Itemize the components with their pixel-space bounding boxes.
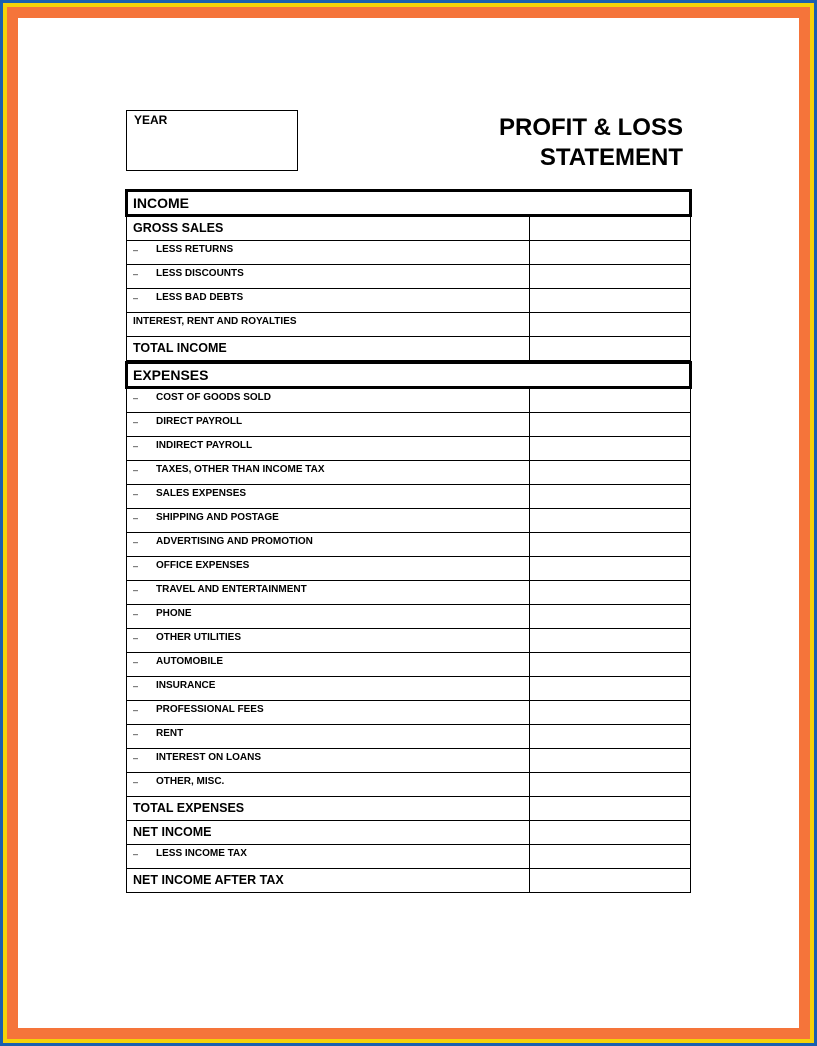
row-label xyxy=(127,581,530,604)
row-label xyxy=(127,289,530,312)
row-label: NET INCOME AFTER TAX xyxy=(127,869,530,892)
row-label xyxy=(127,605,530,628)
dash-marker: – xyxy=(133,393,139,403)
expense-value-cell[interactable] xyxy=(530,413,690,436)
less-discounts-value-cell[interactable] xyxy=(530,265,690,288)
expenses-section-header: EXPENSES xyxy=(125,361,692,389)
expense-value-cell[interactable] xyxy=(530,557,690,580)
row-label xyxy=(127,241,530,264)
table-row xyxy=(126,701,691,725)
table-row xyxy=(126,821,691,845)
row-label xyxy=(127,461,530,484)
dash-marker: – xyxy=(133,417,139,427)
dash-marker: – xyxy=(133,657,139,667)
title-line-2: STATEMENT xyxy=(539,144,683,171)
row-label-text: INSURANCE xyxy=(156,680,216,691)
row-label-text: ADVERTISING AND PROMOTION xyxy=(156,536,313,547)
expense-value-cell[interactable] xyxy=(530,749,690,772)
dash-marker: – xyxy=(133,293,139,303)
table-row xyxy=(126,265,691,289)
row-label xyxy=(127,557,530,580)
expense-value-cell[interactable] xyxy=(530,629,690,652)
row-label xyxy=(127,485,530,508)
expense-value-cell[interactable] xyxy=(530,701,690,724)
dash-marker: – xyxy=(133,465,139,475)
title-line-1: PROFIT & LOSS xyxy=(498,114,683,141)
row-label xyxy=(127,677,530,700)
expense-value-cell[interactable] xyxy=(530,485,690,508)
dash-marker: – xyxy=(133,777,139,787)
row-label-text: SHIPPING AND POSTAGE xyxy=(156,512,279,523)
table-row xyxy=(126,581,691,605)
expense-rows xyxy=(125,389,692,797)
row-label xyxy=(127,773,530,796)
dash-marker: – xyxy=(133,633,139,643)
total-expenses-value-cell[interactable] xyxy=(530,797,690,820)
row-label xyxy=(127,533,530,556)
table-row xyxy=(126,605,691,629)
table-row xyxy=(126,677,691,701)
row-label-text: INTEREST ON LOANS xyxy=(156,752,262,763)
dash-marker: – xyxy=(133,245,139,255)
row-label-text: COST OF GOODS SOLD xyxy=(156,392,272,403)
table-row xyxy=(126,241,691,265)
table-row xyxy=(126,437,691,461)
row-label xyxy=(127,389,530,412)
row-label xyxy=(127,845,530,868)
table-row xyxy=(126,337,691,361)
dash-marker: – xyxy=(133,609,139,619)
expense-value-cell[interactable] xyxy=(530,605,690,628)
table-row xyxy=(126,461,691,485)
dash-marker: – xyxy=(133,537,139,547)
row-label-text: PROFESSIONAL FEES xyxy=(156,704,264,715)
row-label xyxy=(127,701,530,724)
gross-sales-value-cell[interactable] xyxy=(530,217,690,240)
table-row xyxy=(126,773,691,797)
dash-marker: – xyxy=(133,681,139,691)
expense-value-cell[interactable] xyxy=(530,773,690,796)
row-label xyxy=(127,437,530,460)
table-row xyxy=(126,533,691,557)
row-label-text: TAXES, OTHER THAN INCOME TAX xyxy=(156,464,325,475)
net-income-after-tax-value-cell[interactable] xyxy=(530,869,690,892)
dash-marker: – xyxy=(133,513,139,523)
row-label-text: TRAVEL AND ENTERTAINMENT xyxy=(156,584,307,595)
table-row xyxy=(126,389,691,413)
expense-value-cell[interactable] xyxy=(530,461,690,484)
table-row xyxy=(126,509,691,533)
table-row xyxy=(126,797,691,821)
row-label-text: OTHER UTILITIES xyxy=(156,632,241,643)
table-row xyxy=(126,485,691,509)
row-label-text: LESS INCOME TAX xyxy=(156,848,247,859)
page-title xyxy=(499,113,683,173)
table-row xyxy=(126,653,691,677)
dash-marker: – xyxy=(133,849,139,859)
row-label-text: LESS RETURNS xyxy=(156,244,234,255)
row-label-text: LESS DISCOUNTS xyxy=(156,268,244,279)
row-label xyxy=(127,629,530,652)
row-label: GROSS SALES xyxy=(127,217,530,240)
table-row xyxy=(126,217,691,241)
row-label xyxy=(127,749,530,772)
row-label-text: RENT xyxy=(156,728,184,739)
table-row xyxy=(126,313,691,337)
row-label: TOTAL EXPENSES xyxy=(127,797,530,820)
row-label xyxy=(127,509,530,532)
row-label: NET INCOME xyxy=(127,821,530,844)
row-label xyxy=(127,653,530,676)
interest-rent-royalties-value-cell[interactable] xyxy=(530,313,690,336)
row-label-text: AUTOMOBILE xyxy=(156,656,224,667)
dash-marker: – xyxy=(133,561,139,571)
dash-marker: – xyxy=(133,441,139,451)
expense-value-cell[interactable] xyxy=(530,653,690,676)
table-row xyxy=(126,869,691,893)
less-bad-debts-value-cell[interactable] xyxy=(530,289,690,312)
total-income-value-cell[interactable] xyxy=(530,337,690,360)
less-income-tax-value-cell[interactable] xyxy=(530,845,690,868)
expense-value-cell[interactable] xyxy=(530,533,690,556)
dash-marker: – xyxy=(133,489,139,499)
dash-marker: – xyxy=(133,753,139,763)
net-income-value-cell[interactable] xyxy=(530,821,690,844)
document-page xyxy=(18,18,799,1028)
row-label xyxy=(127,413,530,436)
dash-marker: – xyxy=(133,585,139,595)
row-label: INTEREST, RENT AND ROYALTIES xyxy=(127,313,530,336)
row-label xyxy=(127,725,530,748)
table-row xyxy=(126,413,691,437)
income-section-header: INCOME xyxy=(125,189,692,217)
statement-table xyxy=(125,189,692,893)
table-row xyxy=(126,845,691,869)
less-returns-value-cell[interactable] xyxy=(530,241,690,264)
row-label xyxy=(127,265,530,288)
expense-value-cell[interactable] xyxy=(530,389,690,412)
dash-marker: – xyxy=(133,729,139,739)
dash-marker: – xyxy=(133,269,139,279)
row-label-text: OTHER, MISC. xyxy=(156,776,225,787)
row-label-text: INDIRECT PAYROLL xyxy=(156,440,253,451)
expense-value-cell[interactable] xyxy=(530,437,690,460)
expense-value-cell[interactable] xyxy=(530,509,690,532)
expense-value-cell[interactable] xyxy=(530,677,690,700)
table-row xyxy=(126,557,691,581)
row-label-text: OFFICE EXPENSES xyxy=(156,560,250,571)
year-field[interactable] xyxy=(126,110,298,171)
year-label: YEAR xyxy=(134,113,168,127)
expense-value-cell[interactable] xyxy=(530,725,690,748)
table-row xyxy=(126,725,691,749)
expense-value-cell[interactable] xyxy=(530,581,690,604)
row-label-text: SALES EXPENSES xyxy=(156,488,247,499)
row-label-text: LESS BAD DEBTS xyxy=(156,292,244,303)
table-row xyxy=(126,749,691,773)
table-row xyxy=(126,629,691,653)
row-label-text: DIRECT PAYROLL xyxy=(156,416,243,427)
table-row xyxy=(126,289,691,313)
row-label: TOTAL INCOME xyxy=(127,337,530,360)
row-label-text: PHONE xyxy=(156,608,192,619)
dash-marker: – xyxy=(133,705,139,715)
